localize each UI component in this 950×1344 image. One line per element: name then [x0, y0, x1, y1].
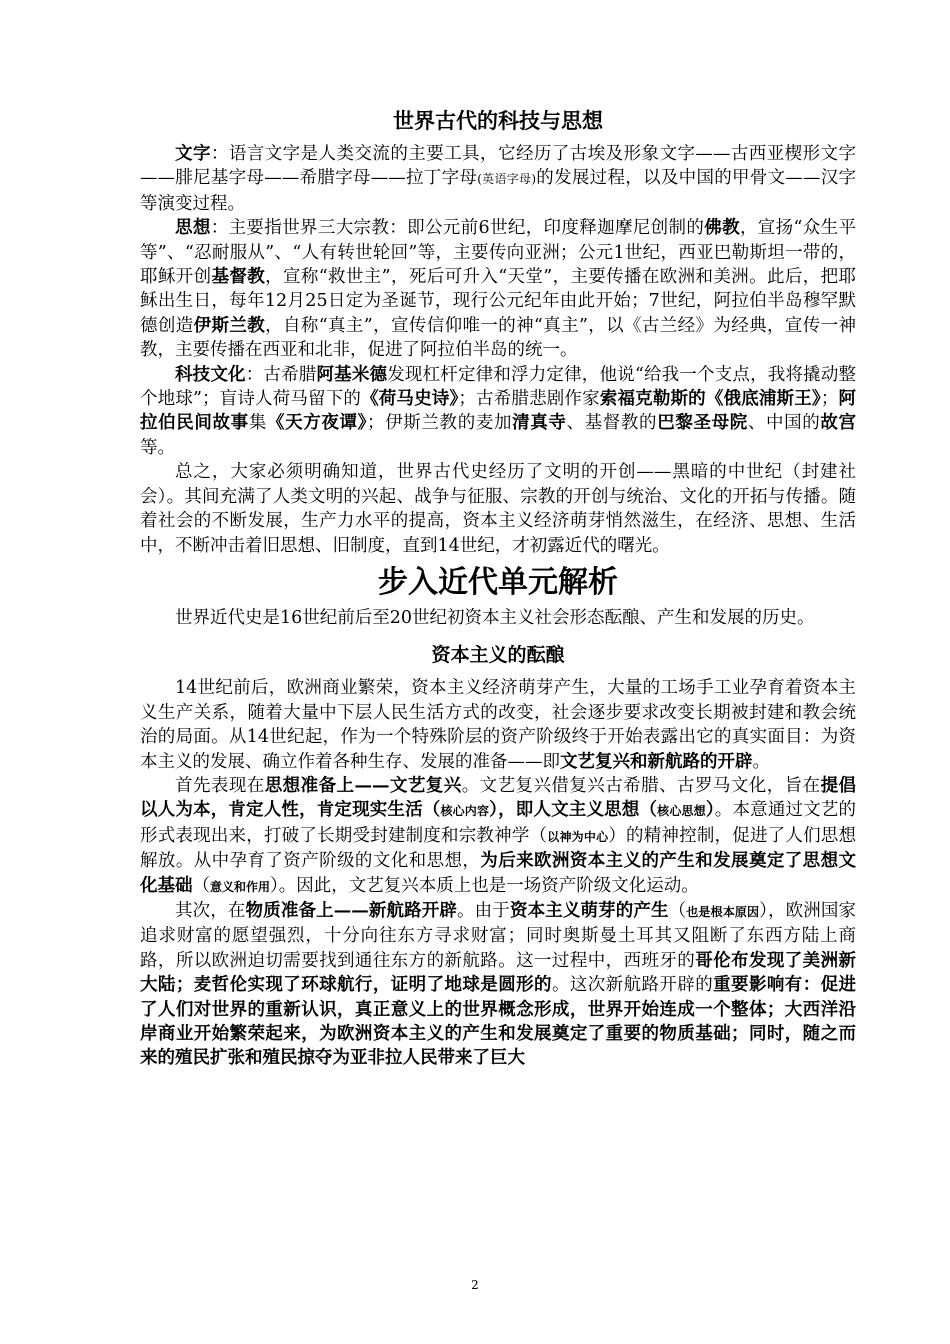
text-run: （ — [668, 900, 687, 921]
text-run: 14世纪前后，欧洲商业繁荣，资本主义经济萌芽产生，大量的工场手工业孕育着资本主义生产关系，随着大量中下层人民生活方式的改变，社会逐步要求改变长期被封建和教会统治的局面。从14世纪起，作为一个特殊阶层的资产阶级终于开始表露出它的真实面目：为资本主义的发展、确立作着各种生存、发展的准备——即 — [140, 678, 856, 772]
bold-text-run: 阿基米德 — [316, 364, 388, 385]
text-run: ）的精神控制，促进了人们思想解放。从中孕育了资产阶级的文化和思想， — [140, 825, 857, 872]
bold-text-run: 《天方夜谭》 — [266, 413, 368, 434]
bold-text-run: 核心思想 — [657, 804, 706, 819]
bold-text-run: 清真寺 — [512, 413, 567, 434]
text-run: （ — [192, 875, 210, 896]
page-number: 2 — [471, 1278, 479, 1292]
paragraph-science-culture — [140, 363, 856, 461]
bold-text-run: 以神为中心 — [547, 829, 609, 844]
text-run: ； — [820, 389, 839, 410]
bold-text-run: 《荷马史诗》 — [361, 389, 459, 410]
section-heading-ancient: 世界古代的科技与思想 — [393, 108, 603, 133]
text-run: (英语字母) — [477, 172, 537, 187]
text-run: ，宣扬“众生平等”、“忍耐服从”、“人有转世轮回”等，主要传向亚洲；公元1世纪，西亚巴勒斯坦一带的，耶稣开创 — [140, 218, 857, 288]
text-run: ；伊斯兰教的麦加 — [367, 413, 513, 434]
bold-text-run: 思想 — [175, 218, 211, 239]
text-run: 世界近代史是16世纪前后至20世纪初资本主义社会形态酝酿、产生和发展的历史。 — [175, 607, 815, 628]
bold-text-run: 提倡以人为本，肯定人性，肯定现实生活（ — [140, 775, 857, 821]
unit-heading-modern: 步入近代单元解析 — [378, 564, 618, 600]
bold-text-run: 巴黎圣母院 — [657, 413, 748, 434]
bold-text-run: 文字 — [175, 144, 211, 164]
bold-text-run: 哥伦布发现了美洲新大陆；麦哲伦实现了环球航行，证明了地球是圆形的 — [140, 950, 857, 996]
subsection-heading-capitalism: 资本主义的酝酿 — [431, 644, 565, 667]
text-run: ，自称“真主”，宣传信仰唯一的神“真主”，以《古兰经》为经典，宣传一神教，主要传播在西亚和北非，促进了阿拉伯半岛的统一。 — [140, 315, 857, 361]
bold-text-run: 阿拉伯民间故事 — [140, 389, 857, 434]
bold-text-run: 基督教 — [211, 267, 266, 288]
document-page — [140, 106, 856, 1071]
text-run: 、基督教的 — [566, 413, 658, 434]
text-run: 。文艺复兴借复兴古希腊、古罗马文化，旨在 — [461, 775, 821, 796]
text-run: ），欧洲国家追求财富的愿望强烈，十分向往东方寻求财富；同时奥斯曼土耳其又阻断了东西方陆上商路，所以欧洲迫切需要找到通往东方的新航路。这一过程中，西班牙的 — [140, 900, 857, 971]
text-run: 。这次新航路开辟的 — [551, 975, 714, 996]
text-run: 首先表现在 — [175, 775, 265, 796]
text-run: 。 — [752, 751, 770, 772]
paragraph-thought — [140, 216, 856, 362]
bold-text-run: 佛教 — [704, 218, 740, 239]
bold-text-run: 故宫 — [820, 413, 857, 434]
text-run: 、中国的 — [747, 413, 821, 434]
paragraph-capitalism-rise — [140, 676, 856, 774]
bold-text-run: 文艺复兴和新航路的开辟 — [560, 751, 753, 772]
bold-text-run: 伊斯兰教 — [193, 315, 266, 336]
bold-text-run: 核心内容 — [440, 804, 490, 819]
text-run: 的发展过程，以及中国的甲骨文——汉字等演变过程。 — [140, 168, 856, 214]
bold-text-run: 科技文化 — [175, 364, 246, 385]
bold-text-run: 重要影响有：促进了人们对世界的重新认识，真正意义上的世界概念形成，世界开始连成一个整体；大西洋沿岸商业开始繁荣起来，为欧洲资本主义的产生和发展奠定了重要的物质基础；同时，随之而来的殖民扩张和殖民掠夺为亚非拉人民带来了巨大 — [140, 975, 857, 1069]
text-run: 。本意通过文艺的形式表现出来，打破了长期受封建制度和宗教神学（ — [140, 800, 857, 846]
paragraph-writing — [140, 142, 856, 216]
bold-text-run: 为后来欧洲资本主义的产生和发展奠定了思想文化基础 — [140, 851, 857, 896]
text-run: ，宣称“救世主”，死后可升入“天堂”，主要传播在欧洲和美洲。此后，把耶稣出生日，每年12月25日定为圣诞节，现行公元纪年由此开始；7世纪，阿拉伯半岛穆罕默德创造 — [140, 267, 857, 336]
bold-text-run: 意义和作用 — [210, 879, 271, 894]
text-run: 集 — [248, 413, 267, 434]
bold-text-run: 资本主义萌芽的产生 — [509, 900, 669, 921]
bold-text-run: 思想准备上——文艺复兴 — [264, 775, 462, 796]
bold-text-run: ），即人文主义思想（ — [489, 800, 658, 821]
paragraph-new-routes — [140, 899, 856, 1071]
paragraph-renaissance — [140, 774, 856, 899]
paragraph-summary — [140, 460, 856, 558]
text-run: 总之，大家必须明确知道，世界古代史经历了文明的开创——黑暗的中世纪（封建社会）。其间充满了人类文明的兴起、战争与征服、宗教的开创与统治、文化的开拓与传播。随着社会的不断发展，生产力水平的提高，资本主义经济萌芽悄然滋生，在经济、思想、生活中，不断冲击着旧思想、旧制度，直到14世纪，才初露近代的曙光。 — [140, 462, 856, 556]
text-run: ）。因此，文艺复兴本质上也是一场资产阶级文化运动。 — [270, 875, 699, 896]
text-run: ：语言文字是人类交流的主要工具，它经历了古埃及形象文字——古西亚楔形文字——腓尼基字母——希腊字母——拉丁字母 — [140, 144, 856, 189]
text-run: 等。 — [140, 437, 175, 458]
text-run: 其次，在 — [175, 900, 246, 921]
text-run: 发现杠杆定律和浮力定律，他说“给我一个支点，我将撬动整个地球”；盲诗人荷马留下的 — [140, 364, 857, 410]
text-run: ：主要指世界三大宗教：即公元前6世纪，印度释迦摩尼创制的 — [210, 218, 705, 239]
text-run: ：古希腊 — [245, 364, 317, 385]
bold-text-run: ） — [705, 800, 715, 821]
bold-text-run: 也是根本原因 — [686, 904, 760, 919]
text-run: 。由于 — [457, 900, 510, 921]
bold-text-run: 索福克勒斯的《俄底浦斯王》 — [599, 389, 821, 410]
bold-text-run: 物质准备上——新航路开辟 — [245, 900, 458, 921]
text-run: ；古希腊悲剧作家 — [458, 389, 600, 410]
paragraph-modern-intro — [140, 606, 856, 630]
